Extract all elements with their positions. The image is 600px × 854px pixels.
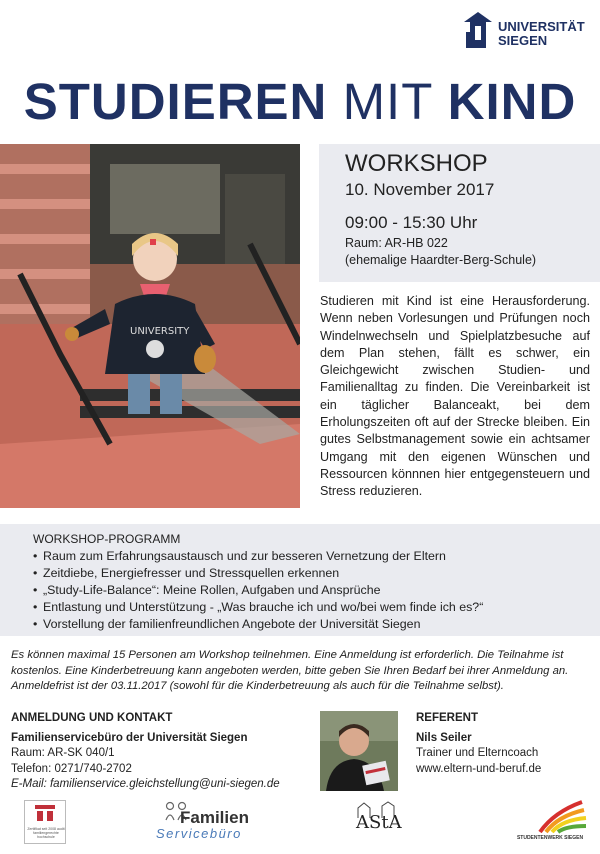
fam-logo-line-2: Servicebüro [156, 826, 242, 841]
workshop-date: 10. November 2017 [345, 180, 495, 199]
family-friendly-certificate-logo [24, 800, 66, 844]
child-on-stairs-photo [0, 144, 300, 508]
program-item-text: „Study-Life-Balance“: Meine Rollen, Aufgaben und Ansprüche [43, 583, 381, 597]
bullet-icon: • [33, 617, 38, 631]
photo-illustration [0, 144, 300, 508]
contact-heading: ANMELDUNG UND KONTAKT [11, 712, 173, 724]
referent-photo [320, 711, 398, 791]
asta-logo-text: AStA [356, 812, 402, 833]
title-part-2: MIT [342, 73, 433, 130]
studentenwerk-text: STUDENTENWERK SIEGEN [516, 835, 584, 841]
program-item-text: Raum zum Erfahrungsaustausch und zur besseren Vernetzung der Eltern [43, 549, 446, 563]
certificate-icon [25, 801, 65, 825]
familienservicebuero-logo [150, 800, 270, 844]
program-item [33, 582, 600, 599]
referent-heading: REFERENT [416, 712, 478, 724]
program-item-text: Zeitdiebe, Energiefresser und Stressquellen erkennen [43, 566, 340, 580]
logo-line-1: UNIVERSITÄT [498, 19, 585, 34]
program-item [33, 616, 600, 633]
page-title [0, 72, 600, 131]
contact-org: Familienservicebüro der Universität Siegen [11, 731, 248, 744]
contact-email[interactable]: E-Mail: familienservice.gleichstellung@uni-siegen.de [11, 778, 280, 790]
program-item [33, 565, 600, 582]
certificate-text: Zertifikat seit 2008 audit familiengerechte hochschule [27, 827, 65, 839]
bullet-icon: • [33, 600, 38, 614]
contact-phone[interactable]: Telefon: 0271/740-2702 [11, 762, 132, 775]
program-item [33, 599, 600, 616]
referent-illustration [320, 711, 398, 791]
registration-notice: Es können maximal 15 Personen am Workshop teilnehmen. Eine Anmeldung ist erforderlich. Die Teilnahme ist kostenlos. Eine Kinderbetreuung kann angeboten werden, bitte geben Sie Ihren Bedarf bei ihrer Anmeldung an. Anmeldefrist ist der 03.11.2017 (sowohl für die Kinderbetreuung als auch für die Teilnahme selbst). [11, 649, 569, 692]
university-logo-text [498, 20, 585, 48]
program-item [33, 548, 600, 565]
workshop-room-note: (ehemalige Haardter-Berg-Schule) [345, 253, 537, 267]
svg-text:UNIVERSITY: UNIVERSITY [130, 326, 190, 337]
intro-paragraph: Studieren mit Kind ist eine Herausforderung. Wenn neben Vorlesungen und Prüfungen noch Windelnwechseln und Spielplatzbesuche auf dem Plan stehen, fällt es schwer, ein Gleichgewicht zwischen Studien- und Familienalltag zu finden. Die Vereinbarkeit ist ein täglicher Balanceakt, bei dem Erholungszeiten oft auf der Strecke bleiben. Ein gutes Selbstmanagement sowie ein achtsamer Umgang mit den eigenen Wünschen und Ressourcen könnnen hier entgegensteuern und Stress reduzieren. [320, 294, 590, 499]
program-item-text: Entlastung und Unterstützung - „Was brauche ich und wo/bei wem finde ich es?“ [43, 600, 484, 614]
workshop-time: 09:00 - 15:30 Uhr [345, 213, 478, 232]
bullet-icon: • [33, 566, 38, 580]
referent-name: Nils Seiler [416, 731, 472, 744]
asta-logo [352, 800, 412, 844]
program-item-text: Vorstellung der familienfreundlichen Angebote der Universität Siegen [43, 617, 421, 631]
bullet-icon: • [33, 549, 38, 563]
fam-logo-line-1: Familien [180, 808, 249, 827]
contact-room: Raum: AR-SK 040/1 [11, 747, 115, 759]
bullet-icon: • [33, 583, 38, 597]
program-box [0, 524, 600, 636]
referent-role: Trainer und Elterncoach [416, 747, 539, 759]
studentenwerk-icon [510, 798, 590, 834]
referent-block [416, 711, 596, 777]
referent-website[interactable]: www.eltern-und-beruf.de [416, 762, 542, 775]
title-part-1: STUDIEREN [23, 73, 328, 130]
logo-line-2: SIEGEN [498, 33, 548, 48]
workshop-label: WORKSHOP [345, 150, 488, 177]
program-list [33, 548, 600, 633]
workshop-room: Raum: AR-HB 022 [345, 236, 448, 250]
title-part-3: KIND [447, 73, 577, 130]
program-title: WORKSHOP-PROGRAMM [33, 532, 181, 546]
contact-block [11, 711, 311, 793]
studentenwerk-logo [510, 798, 590, 848]
university-logo [462, 12, 592, 50]
workshop-info-box [319, 144, 600, 282]
university-logo-icon [462, 12, 494, 48]
